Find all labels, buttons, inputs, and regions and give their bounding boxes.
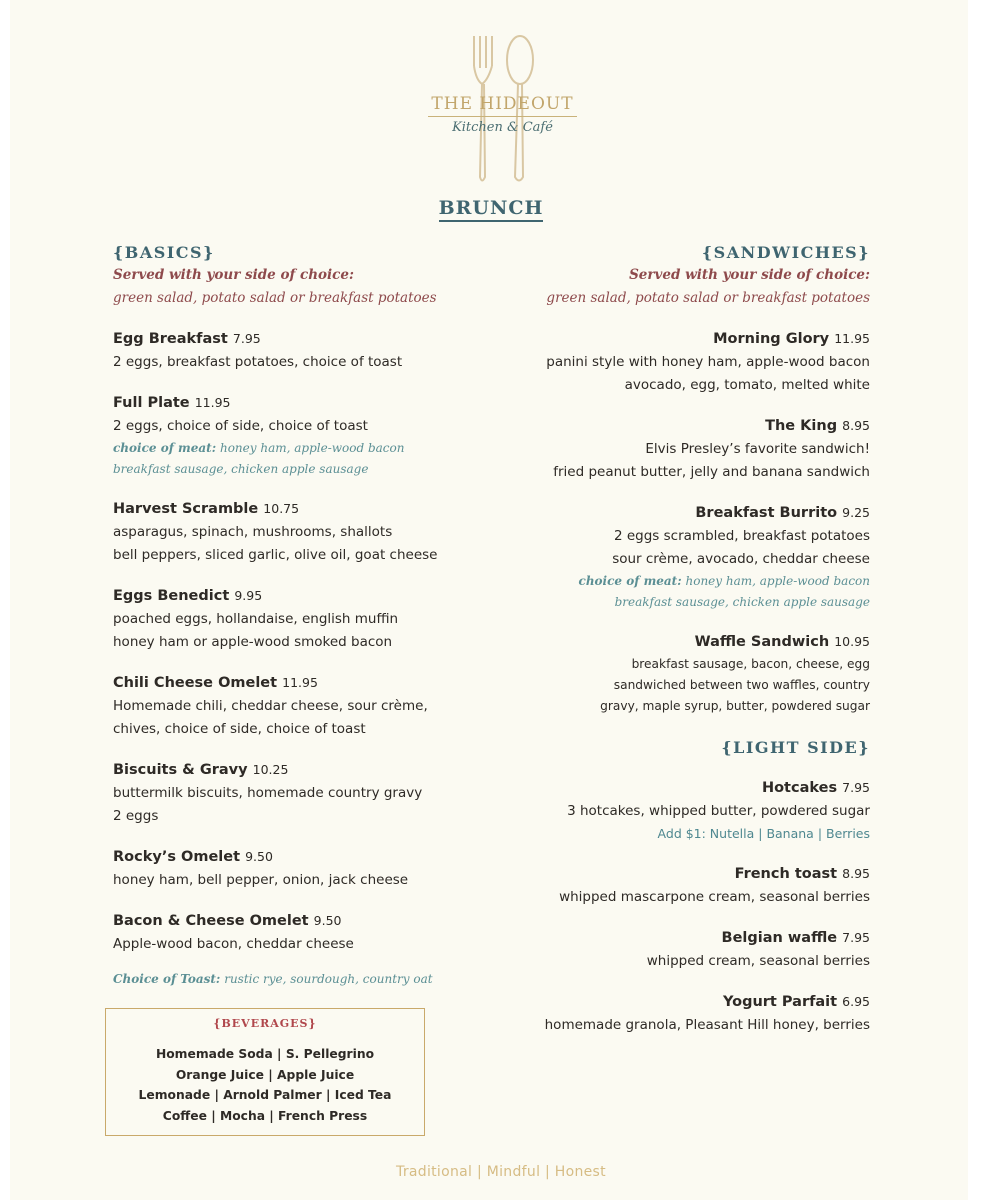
sandwiches-served: Served with your side of choice: green salad, potato salad or breakfast potatoes — [546, 267, 870, 306]
menu-item: Bacon & Cheese Omelet 9.50 Apple-wood bacon, cheddar cheese — [113, 913, 354, 952]
basics-heading: {BASICS} — [113, 243, 215, 262]
beverage-line: Lemonade | Arnold Palmer | Iced Tea — [138, 1088, 392, 1102]
menu-item: Egg Breakfast 7.95 2 eggs, breakfast potatoes, choice of toast — [113, 331, 403, 370]
sandwiches-section — [510, 242, 870, 1037]
page-title: BRUNCH — [10, 197, 972, 219]
menu-item: Belgian waffle 7.95 whipped cream, seasonal berries — [646, 930, 870, 969]
logo — [420, 32, 585, 192]
menu-item: Waffle Sandwich 10.95 breakfast sausage, bacon, cheese, egg sandwiched between two waffles, country gravy, maple syrup, butter, powdered sugar — [600, 634, 870, 713]
menu-item: Chili Cheese Omelet 11.95 Homemade chili, cheddar cheese, sour crème, chives, choice of side, choice of toast — [113, 675, 428, 737]
logo-divider — [428, 116, 577, 117]
menu-item: The King 8.95 Elvis Presley’s favorite sandwich! fried peanut butter, jelly and banana sandwich — [553, 418, 870, 480]
menu-item: Biscuits & Gravy 10.25 buttermilk biscuits, homemade country gravy 2 eggs — [113, 762, 423, 824]
menu-item: French toast 8.95 whipped mascarpone cream, seasonal berries — [559, 866, 870, 905]
toast-note: Choice of Toast: rustic rye, sourdough, country oat — [113, 972, 433, 986]
beverages-box — [105, 1008, 425, 1136]
menu-item: Morning Glory 11.95 panini style with honey ham, apple-wood bacon avocado, egg, tomato, melted white — [546, 331, 870, 393]
beverage-line: Coffee | Mocha | French Press — [162, 1108, 368, 1123]
beverage-line: Orange Juice | Apple Juice — [175, 1067, 355, 1082]
light-side-heading: {LIGHT SIDE} — [721, 738, 870, 757]
menu-item: Harvest Scramble 10.75 asparagus, spinach, mushrooms, shallots bell peppers, sliced garlic, olive oil, goat cheese — [113, 501, 438, 563]
basics-served: Served with your side of choice: green salad, potato salad or breakfast potatoes — [113, 267, 437, 306]
menu-item: Hotcakes 7.95 3 hotcakes, whipped butter, powdered sugar Add $1: Nutella | Banana | Berries — [510, 776, 870, 845]
addon-note: Add $1: Nutella | Banana | Berries — [657, 826, 870, 841]
menu-item: Eggs Benedict 9.95 poached eggs, hollandaise, english muffin honey ham or apple-wood smoked bacon — [113, 588, 399, 650]
menu-item: Full Plate 11.95 2 eggs, choice of side, choice of toast choice of meat: honey ham, apple-wood bacon breakfast sausage, chicken apple sausage — [113, 395, 405, 476]
sandwiches-heading: {SANDWICHES} — [701, 243, 870, 262]
brand-name: THE HIDEOUT — [431, 94, 574, 114]
tagline: Traditional | Mindful | Honest — [396, 1164, 606, 1180]
basics-section — [113, 242, 493, 986]
menu-page — [10, 0, 968, 1200]
menu-item: Rocky’s Omelet 9.50 honey ham, bell pepper, onion, jack cheese — [113, 849, 409, 888]
menu-item: Yogurt Parfait 6.95 homemade granola, Pleasant Hill honey, berries — [544, 994, 870, 1033]
beverages-heading: {BEVERAGES} — [213, 1017, 317, 1030]
beverage-line: Homemade Soda | S. Pellegrino — [155, 1047, 375, 1061]
menu-item: Breakfast Burrito 9.25 2 eggs scrambled, breakfast potatoes sour crème, avocado, cheddar cheese choice of meat: honey ham, apple-wood bacon breakfast sausage, chicken apple sausage — [578, 505, 870, 609]
brand-subtitle: Kitchen & Café — [452, 120, 553, 135]
